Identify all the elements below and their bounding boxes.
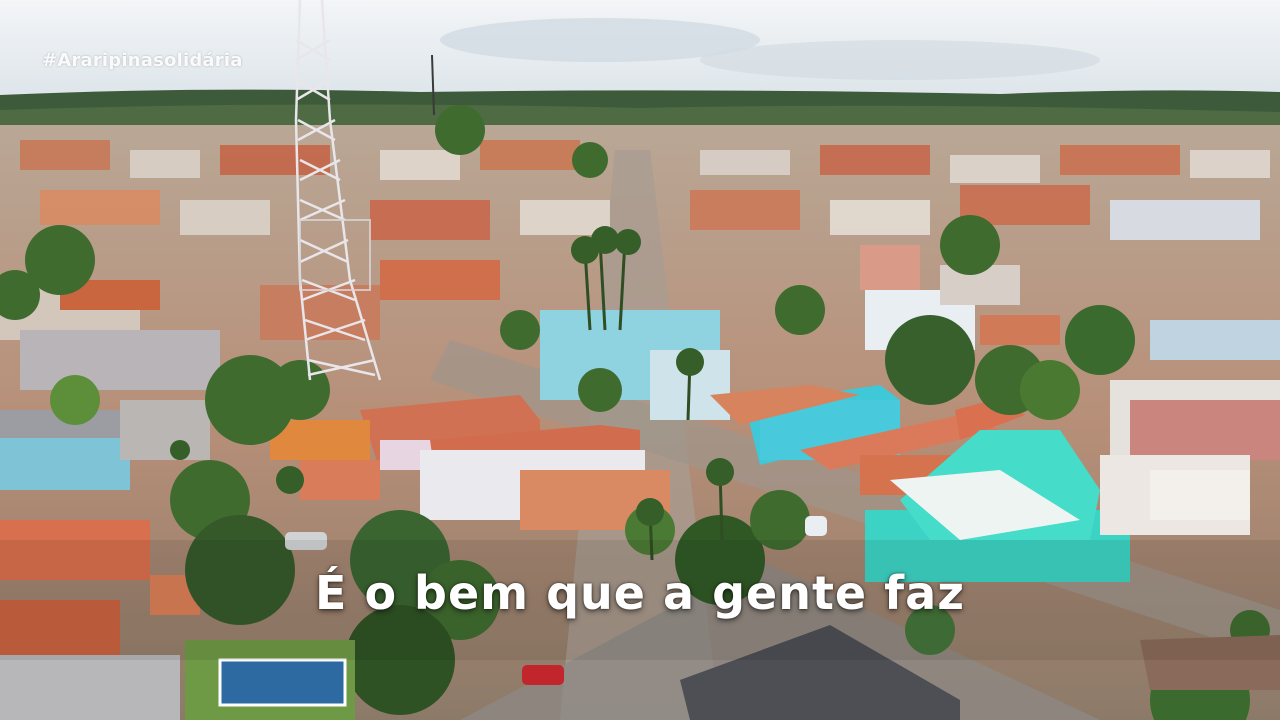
red-car <box>522 665 564 685</box>
white-car <box>805 516 827 536</box>
subtitle-caption: É o bem que a gente faz <box>315 566 965 620</box>
pool <box>220 660 345 705</box>
hashtag-watermark: #Araripinasolidária <box>42 50 243 71</box>
